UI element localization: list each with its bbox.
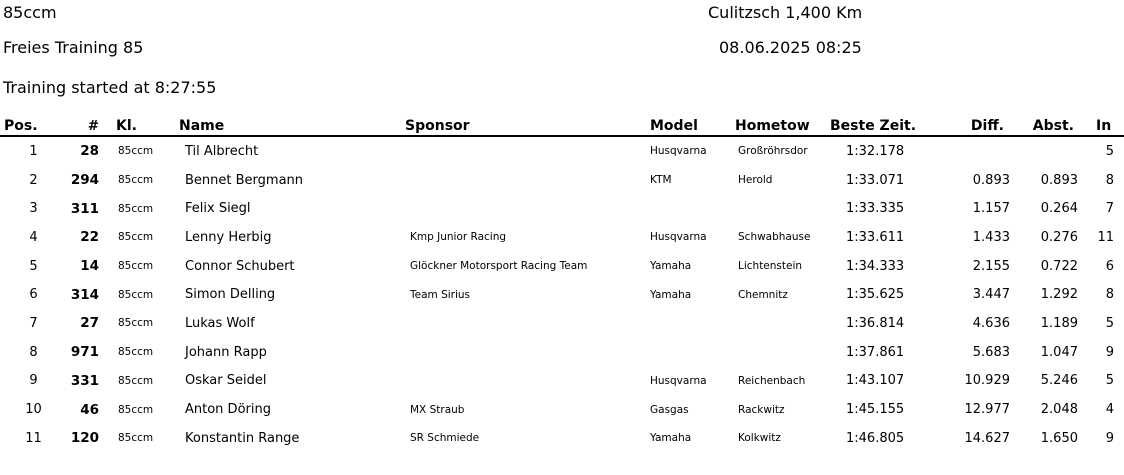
model-cell: Husqvarna [650,374,707,387]
best-time-cell: 1:45.155 [846,402,905,418]
gap-cell: 5.246 [1040,373,1078,389]
gap-cell: 0.276 [1040,229,1078,245]
pos-cell: 3 [29,201,38,217]
best-time-cell: 1:46.805 [846,430,905,446]
number-cell: 28 [80,143,99,160]
model-cell: Yamaha [650,260,692,273]
laps-cell: 6 [1105,258,1114,274]
name-cell: Lukas Wolf [185,315,255,331]
track-label: Culitzsch 1,400 Km [708,3,863,22]
best-time-cell: 1:33.335 [846,201,905,217]
number-cell: 27 [80,315,99,332]
class-cell: 85ccm [118,317,154,330]
gap-cell: 0.893 [1040,172,1078,188]
gap-cell: 1.189 [1040,315,1078,331]
name-cell: Anton Döring [185,402,271,418]
gap-cell: 0.722 [1040,258,1078,274]
gap-cell: 1.047 [1040,344,1078,360]
table-row [0,194,1124,223]
diff-cell: 3.447 [972,287,1010,303]
model-cell: Husqvarna [650,231,707,244]
diff-cell: 1.433 [972,229,1010,245]
laps-cell: 9 [1105,344,1114,360]
name-cell: Connor Schubert [185,258,295,274]
laps-cell: 5 [1105,315,1114,331]
number-cell: 331 [70,372,99,389]
hometown-cell: Großröhrsdor [738,145,808,158]
results-table [0,116,1124,453]
hometown-cell: Chemnitz [738,288,788,301]
table-row [0,252,1124,281]
number-cell: 120 [70,430,99,447]
diff-cell: 2.155 [972,258,1010,274]
model-cell [648,194,734,223]
pos-cell: 4 [29,229,38,245]
model-cell: Gasgas [650,403,689,416]
results-body [0,136,1124,453]
sponsor-cell: MX Straub [410,403,465,416]
name-cell: Felix Siegl [185,201,251,217]
gap-cell: 1.292 [1040,287,1078,303]
laps-cell: 4 [1105,402,1114,418]
number-cell: 46 [80,401,99,418]
diff-cell: 0.893 [972,172,1010,188]
table-row [0,424,1124,453]
hometown-cell: Reichenbach [738,374,806,387]
hometown-cell: Rackwitz [738,403,785,416]
sponsor-cell [402,338,648,367]
class-cell: 85ccm [118,145,154,158]
pos-cell: 9 [29,373,38,389]
number-cell: 22 [80,229,99,246]
gap-cell: 0.264 [1040,201,1078,217]
number-cell: 314 [70,286,99,303]
sponsor-cell [402,194,648,223]
session-datetime: 08.06.2025 08:25 [719,38,862,57]
pos-cell: 2 [29,172,38,188]
laps-cell: 7 [1105,201,1114,217]
laps-cell: 8 [1105,172,1114,188]
best-time-cell: 1:34.333 [846,258,905,274]
number-cell: 294 [70,172,99,189]
diff-cell: 10.929 [964,373,1010,389]
sponsor-cell: Kmp Junior Racing [410,231,507,244]
table-row [0,280,1124,309]
hometown-cell: Kolkwitz [738,432,781,445]
diff-cell: 1.157 [972,201,1010,217]
col-header-diff: Diff. [944,116,1017,136]
pos-cell: 11 [25,430,42,446]
class-cell: 85ccm [118,288,154,301]
sponsor-cell: SR Schmiede [410,432,480,445]
name-cell: Simon Delling [185,287,276,303]
class-label: 85ccm [3,3,57,22]
model-cell [648,309,734,338]
class-cell: 85ccm [118,174,154,187]
table-row [0,309,1124,338]
model-cell: Yamaha [650,288,692,301]
model-cell: Yamaha [650,432,692,445]
gap-cell: 2.048 [1040,402,1078,418]
number-cell: 311 [70,200,99,217]
diff-cell: 12.977 [964,402,1010,418]
table-row [0,367,1124,396]
sponsor-cell [402,166,648,195]
hometown-cell [734,194,830,223]
col-header-hometown: Hometow [734,116,830,136]
col-header-class: Kl. [102,116,178,136]
col-header-best-time: Beste Zeit. [830,116,944,136]
name-cell: Til Albrecht [185,143,259,159]
model-cell: Husqvarna [650,145,707,158]
class-cell: 85ccm [118,432,154,445]
sponsor-cell: Team Sirius [410,288,471,301]
table-header-row [0,116,1124,136]
laps-cell: 5 [1105,143,1114,159]
diff-cell: 14.627 [964,430,1010,446]
name-cell: Lenny Herbig [185,229,272,245]
session-title: Freies Training 85 [3,38,144,57]
col-header-gap: Abst. [1017,116,1088,136]
table-row [0,136,1124,166]
class-cell: 85ccm [118,374,154,387]
laps-cell: 8 [1105,287,1114,303]
hometown-cell: Lichtenstein [738,260,803,273]
gap-cell: 1.650 [1040,430,1078,446]
diff-cell: 5.683 [972,344,1010,360]
class-cell: 85ccm [118,260,154,273]
best-time-cell: 1:37.861 [846,344,905,360]
col-header-sponsor: Sponsor [402,116,648,136]
best-time-cell: 1:33.611 [846,229,905,245]
col-header-model: Model [648,116,734,136]
training-start-time: Training started at 8:27:55 [3,78,217,97]
table-row [0,223,1124,252]
table-row [0,338,1124,367]
diff-cell [944,136,1017,166]
sponsor-cell: Glöckner Motorsport Racing Team [410,260,588,273]
name-cell: Oskar Seidel [185,373,267,389]
class-cell: 85ccm [118,403,154,416]
hometown-cell: Herold [738,174,773,187]
pos-cell: 10 [25,402,42,418]
number-cell: 14 [80,258,99,275]
best-time-cell: 1:36.814 [846,315,905,331]
pos-cell: 6 [29,287,38,303]
best-time-cell: 1:32.178 [846,143,905,159]
table-row [0,395,1124,424]
col-header-laps: In [1088,116,1124,136]
name-cell: Johann Rapp [185,344,267,360]
laps-cell: 9 [1105,430,1114,446]
sponsor-cell [402,136,648,166]
class-cell: 85ccm [118,346,154,359]
hometown-cell [734,309,830,338]
pos-cell: 7 [29,315,38,331]
number-cell: 971 [70,344,99,361]
best-time-cell: 1:33.071 [846,172,905,188]
class-cell: 85ccm [118,231,154,244]
col-header-number: # [67,116,102,136]
sponsor-cell [402,309,648,338]
col-header-pos: Pos. [0,116,67,136]
diff-cell: 4.636 [972,315,1010,331]
pos-cell: 1 [29,143,38,159]
pos-cell: 5 [29,258,38,274]
best-time-cell: 1:35.625 [846,287,905,303]
hometown-cell [734,338,830,367]
gap-cell [1017,136,1088,166]
hometown-cell: Schwabhause [738,231,811,244]
class-cell: 85ccm [118,202,154,215]
pos-cell: 8 [29,344,38,360]
sponsor-cell [402,367,648,396]
laps-cell: 5 [1105,373,1114,389]
model-cell [648,338,734,367]
model-cell: KTM [650,174,672,187]
col-header-name: Name [178,116,402,136]
laps-cell: 11 [1097,229,1114,245]
table-row [0,166,1124,195]
name-cell: Bennet Bergmann [185,172,304,188]
best-time-cell: 1:43.107 [846,373,905,389]
name-cell: Konstantin Range [185,430,300,446]
